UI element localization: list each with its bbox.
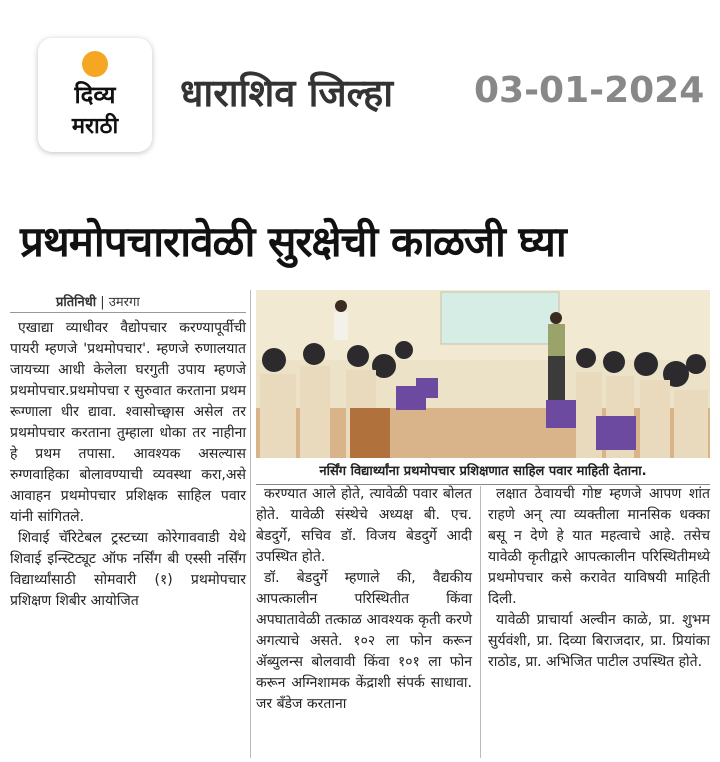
paragraph: एखाद्या व्याधीवर वैद्योपचार करण्यापूर्वीची पायरी म्हणजे 'प्रथमोपचार'. म्हणजे रुणालयात जायच्या आधी केलेला घरगुती उपाय म्हणजे प्रथमोपचार.प्रथमोपचा र सुरुवात करताना प्रथम रूग्णाला धीर द्यावा. श्वासोच्छ्वास असेल तर प्रथमोपचार करताना तुम्हाला धोका तर नाहीना हे प्रथम तपासा. आवश्यक असल्यास रुग्णवाहिका बोलावण्याची व्यवस्था करा,असे आवाहन प्रथमोपचार प्रशिक्षक साहिल पवार यांनी सांगितले.	[10, 320, 246, 525]
article-column-2	[256, 484, 472, 715]
byline-separator: |	[96, 295, 109, 310]
paragraph: शिवाई चॅरिटेबल ट्रस्टच्या कोरेगाववाडी येथे शिवाई इन्स्टिट्यूट ऑफ नर्सिंग बी एस्सी नर्सिंग विद्यार्थ्यांसाठी सोमवारी (१) प्रथमोपचार प्रशिक्षण शिबीर आयोजित	[10, 530, 246, 609]
edition-date: 03-01-2024	[474, 70, 705, 111]
byline-rule	[10, 312, 246, 313]
logo-line-2: मराठी	[71, 114, 119, 139]
article-photo	[256, 290, 710, 458]
divya-marathi-logo	[38, 38, 152, 152]
paragraph: लक्षात ठेवायची गोष्ट म्हणजे आपण शांत राहणे अन् त्या व्यक्तीला मानसिक धक्का बसू न देणे हे यात महत्वाचे आहे. तसेच यावेळी कृतीद्वारे आपत्कालीन परिस्थितीमध्ये प्रथमोपचार कसे करावेत याविषयी माहिती दिली.	[488, 486, 710, 607]
byline-place: उमरगा	[108, 295, 140, 310]
sun-icon	[82, 51, 108, 77]
byline-author: प्रतिनिधी	[56, 295, 97, 310]
photo-caption: नर्सिंग विद्यार्थ्यांना प्रथमोपचार प्रशिक्षणात साहिल पवार माहिती देताना.	[256, 460, 710, 485]
classroom-photo	[256, 290, 710, 458]
logo-line-1: दिव्य	[74, 81, 116, 109]
article-headline: प्रथमोपचारावेळी सुरक्षेची काळजी घ्या	[20, 217, 566, 266]
paragraph: यावेळी प्राचार्या अल्वीन काळे, प्रा. शुभम सुर्यवंशी, प्रा. दिव्या बिराजदार, प्रा. प्रियांका राठोड, प्रा. अभिजित पाटील उपस्थित होते.	[488, 612, 710, 670]
byline	[56, 292, 140, 310]
article-column-3	[488, 484, 710, 673]
article-column-1	[10, 318, 246, 612]
paragraph: डॉ. बेडदुर्गे म्हणाले की, वैद्यकीय आपत्कालीन परिस्थितीत किंवा अपघातावेळी तत्काळ आवश्यक कृती करणे अगत्याचे असते. १०२ ला फोन करून ॲब्युलन्स बोलवावी किंवा १०१ ला फोन करून अग्निशामक केंद्राशी संपर्क साधावा. जर बँडेज करताना	[256, 570, 472, 712]
column-divider	[480, 486, 481, 758]
region-title: धाराशिव जिल्हा	[180, 71, 394, 115]
column-divider	[250, 290, 251, 758]
paragraph: करण्यात आले होते, त्यावेळी पवार बोलत होते. यावेळी संस्थेचे अध्यक्ष बी. एच. बेडदुर्गे, सचिव डॉ. विजय बेडदुर्गे आदी उपस्थित होते.	[256, 486, 472, 565]
